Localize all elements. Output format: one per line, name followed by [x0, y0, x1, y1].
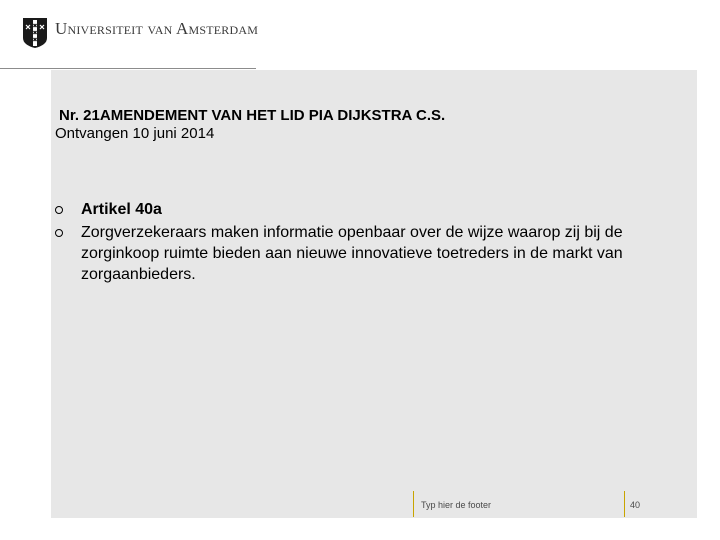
footer-divider-left — [413, 491, 414, 517]
bullet-list — [55, 199, 655, 287]
footer-text: Typ hier de footer — [421, 500, 492, 510]
university-name: Universiteit van Amsterdam — [55, 19, 259, 38]
bullet-circle-icon — [55, 229, 63, 237]
slide-subtitle: Ontvangen 10 juni 2014 — [55, 125, 215, 142]
page-number: 40 — [630, 500, 641, 510]
bullet-text: Zorgverzekeraars maken informatie openbaar over de wijze waarop zij bij de zorginkoop ruimte bieden aan nieuwe innovatieve toetreders in de markt van zorgaanbieders. — [81, 224, 623, 283]
bullet-item — [55, 199, 655, 220]
uva-crest-icon — [23, 18, 47, 48]
slide-title: Nr. 21AMENDEMENT VAN HET LID PIA DIJKSTRA C.S. — [59, 107, 446, 124]
header — [0, 0, 720, 70]
header-divider — [0, 68, 256, 69]
bullet-text: Artikel 40a — [81, 201, 162, 218]
bullet-circle-icon — [55, 206, 63, 214]
bullet-item — [55, 222, 655, 285]
footer-divider-right — [624, 491, 625, 517]
